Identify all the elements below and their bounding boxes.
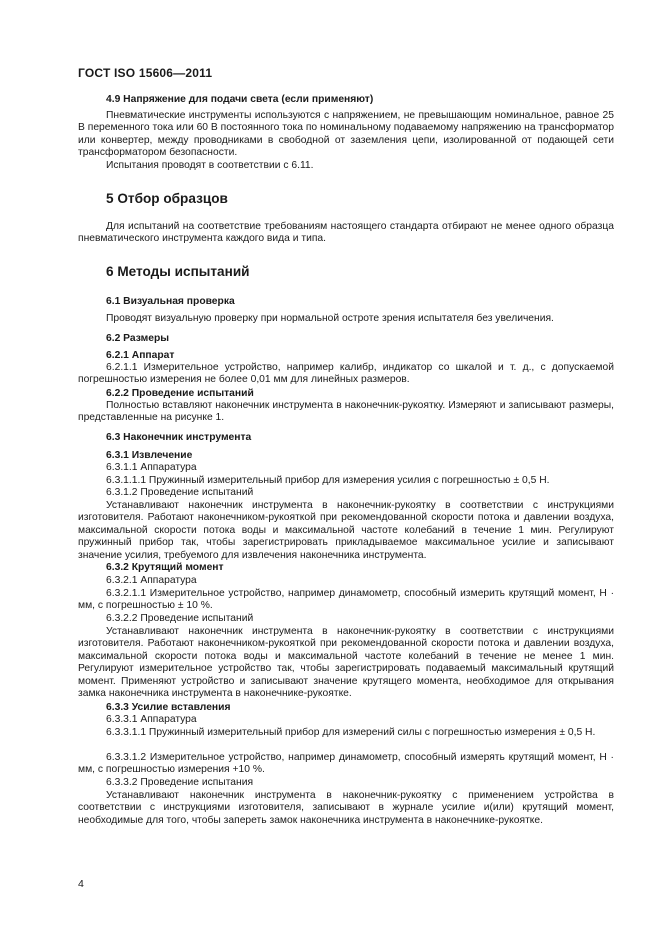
section-6-3-3-1-label: 6.3.3.1 Аппаратура	[106, 714, 197, 725]
section-6-3-heading: 6.3 Наконечник инструмента	[106, 432, 252, 443]
section-6-3-2-2-paragraph: Устанавливают наконечник инструмента в наконечник-рукоятку в соответствии с инструкциями изготовителя. Работают наконечником-рукояткой при рекомендованной скорости потока и давлении воздуха, максимальной скорости потока воды и максимальной частоте колебаний в течение не менее 1 мин. Регулируют измерительное устройство так, чтобы зарегистрировать подаваемый максимальный крутящий момент. Применяют устройство и записывают значение крутящего момента, необходимое для открывания замка наконечника инструмента в наконечнике-рукоятке.	[78, 626, 614, 700]
section-6-3-1-heading: 6.3.1 Извлечение	[106, 450, 193, 461]
section-4-9-test-note: Испытания проводят в соответствии с 6.11.	[106, 160, 314, 171]
section-6-3-2-1-label: 6.3.2.1 Аппаратура	[106, 575, 197, 586]
section-6-3-2-1-1-paragraph: 6.3.2.1.1 Измерительное устройство, например динамометр, способный измерить крутящий момент, Н · мм, с погрешностью ± 10 %.	[78, 588, 614, 612]
section-6-3-2-heading: 6.3.2 Крутящий момент	[106, 562, 224, 573]
section-6-3-3-2-label: 6.3.3.2 Проведение испытания	[106, 777, 254, 788]
section-6-3-3-heading: 6.3.3 Усилие вставления	[106, 702, 231, 713]
section-6-3-3-1-1-paragraph: 6.3.3.1.1 Пружинный измерительный прибор для измерений силы с погрешностью измерения ± 0,5 Н.	[106, 727, 596, 738]
section-6-2-1-1-paragraph: 6.2.1.1 Измерительное устройство, например калибр, индикатор со шкалой и т. д., с допускаемой погрешностью измерения не более 0,01 мм для линейных размеров.	[78, 362, 614, 386]
document-header: ГОСТ ISO 15606—2011	[78, 66, 213, 80]
section-6-3-1-2-paragraph: Устанавливают наконечник инструмента в наконечник-рукоятку в соответствии с инструкциями изготовителя. Работают наконечником-рукояткой при рекомендованной скорости потока и давлении воздуха, максимальной скорости потока воды и максимальной частоте колебаний в течение 1 мин. Регулируют пружинный прибор так, чтобы зарегистрировать прикладываемое максимальное усилие и записывают значение усилия, требуемого для извлечения наконечника инструмента.	[78, 500, 614, 561]
page-number: 4	[78, 878, 84, 890]
section-6-3-1-1-label: 6.3.1.1 Аппаратура	[106, 462, 197, 473]
section-6-heading: 6 Методы испытаний	[106, 264, 250, 279]
section-4-9-heading: 4.9 Напряжение для подачи света (если применяют)	[106, 94, 374, 105]
section-4-9-paragraph: Пневматические инструменты используются с напряжением, не превышающим номинальное, равное 25 В переменного тока или 60 В постоянного тока по номинальному подаваемому напряжению на трансформатор или конвертер, между проводниками в свободной от заземления цепи, изолированной от подающей сети трансформатором безопасности.	[78, 110, 614, 159]
section-6-3-2-2-label: 6.3.2.2 Проведение испытаний	[106, 613, 254, 624]
section-5-heading: 5 Отбор образцов	[106, 191, 228, 206]
section-6-3-1-1-1-paragraph: 6.3.1.1.1 Пружинный измерительный прибор для измерения усилия с погрешностью ± 0,5 Н.	[106, 475, 550, 486]
section-6-3-3-1-2-paragraph: 6.3.3.1.2 Измерительное устройство, например динамометр, способный измерять крутящий момент, Н · мм, с погрешностью измерения +10 %.	[78, 752, 614, 776]
section-6-2-2-paragraph: Полностью вставляют наконечник инструмента в наконечник-рукоятку. Измеряют и записывают размеры, представленные на рисунке 1.	[78, 400, 614, 424]
section-6-3-1-2-label: 6.3.1.2 Проведение испытаний	[106, 487, 254, 498]
section-6-3-3-2-paragraph: Устанавливают наконечник инструмента в наконечник-рукоятку с применением устройства в соответствии с инструкциями изготовителя, записывают в журнале усилие и(или) крутящий момент, необходимые для того, чтобы запереть замок наконечника инструмента в наконечнике-рукоятке.	[78, 790, 614, 826]
section-6-2-heading: 6.2 Размеры	[106, 333, 170, 344]
section-6-1-heading: 6.1 Визуальная проверка	[106, 296, 235, 307]
section-6-2-1-heading: 6.2.1 Аппарат	[106, 350, 175, 361]
section-6-1-paragraph: Проводят визуальную проверку при нормальной остроте зрения испытателя без увеличения.	[106, 313, 554, 324]
section-5-paragraph: Для испытаний на соответствие требованиям настоящего стандарта отбирают не менее одного образца пневматического инструмента каждого вида и типа.	[78, 221, 614, 245]
section-6-2-2-heading: 6.2.2 Проведение испытаний	[106, 388, 254, 399]
